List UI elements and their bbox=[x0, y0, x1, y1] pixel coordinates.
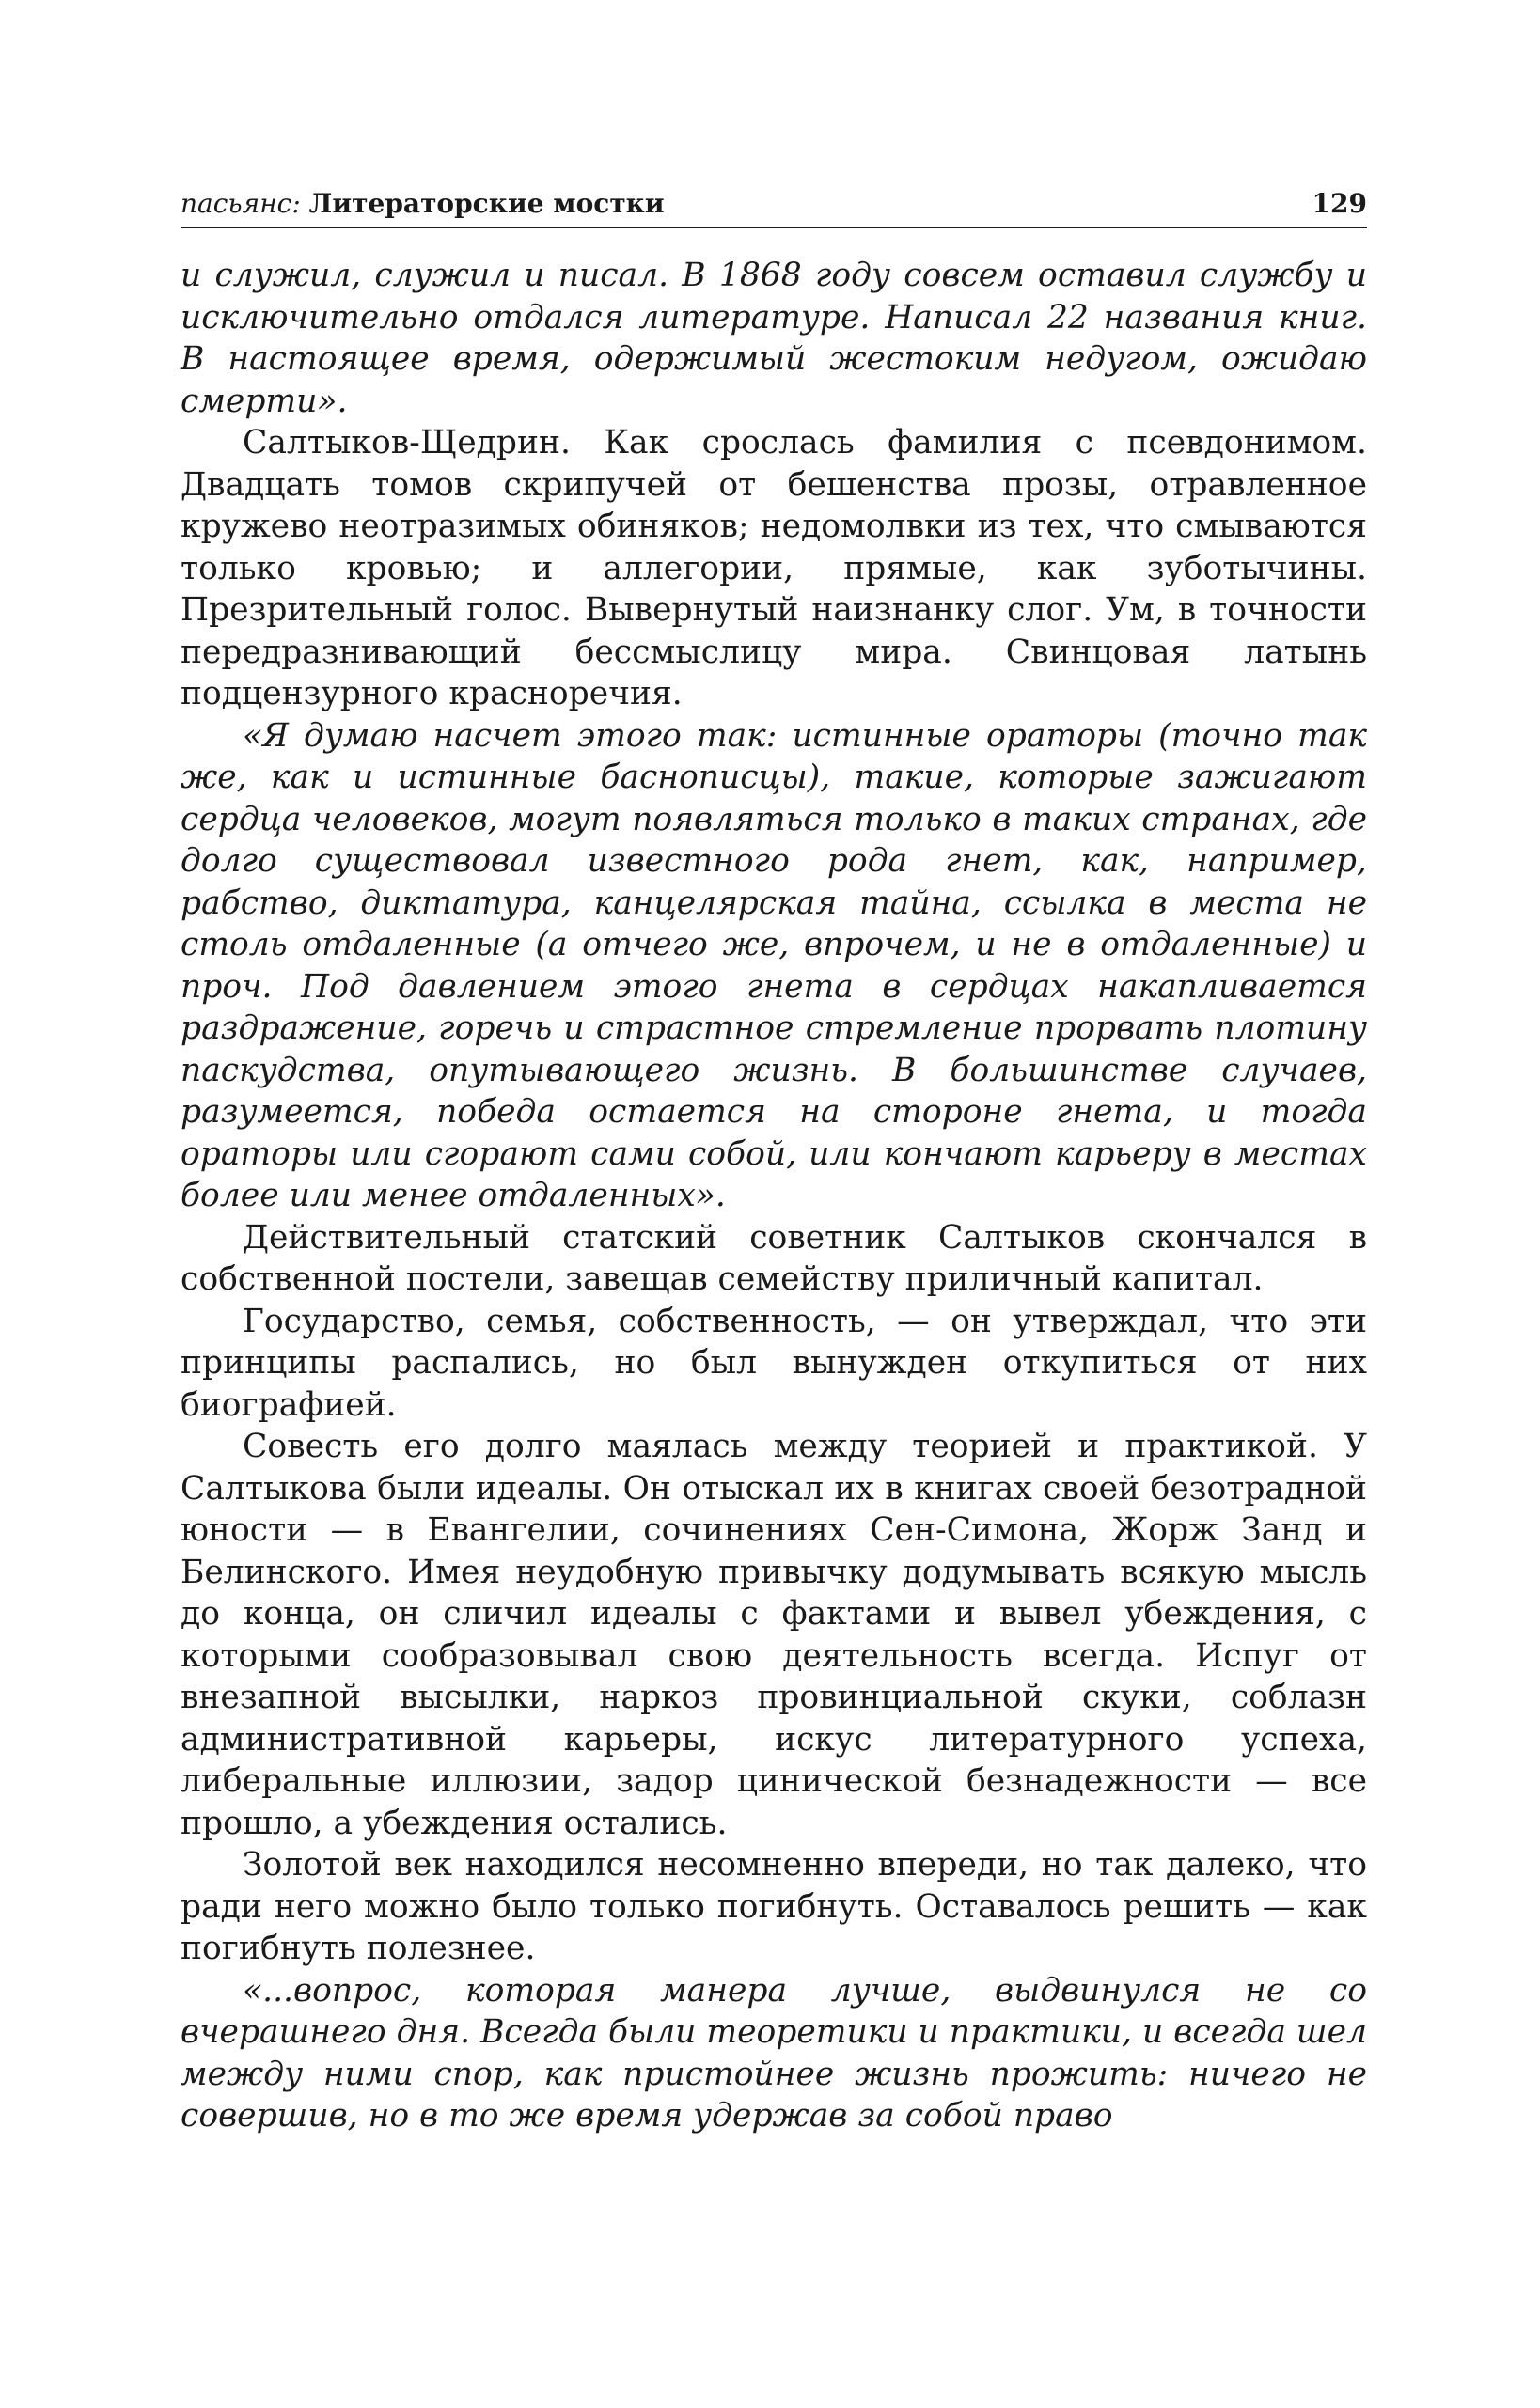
page-number: 129 bbox=[1312, 188, 1367, 219]
paragraph: Совесть его долго маялась между теорией и практикой. У Салтыкова были идеалы. Он отыскал их в книгах своей безотрадной юности — в Евангелии, сочинениях Сен-Симона, Жорж Занд и Белинского. Имея неудобную привычку додумывать всякую мысль до конца, он сличил идеалы с фактами и вывел убеждения, с которыми сообразовывал свою деятельность всегда. Испуг от внезапной высылки, наркоз провинциальной скуки, соблазн административной карьеры, искус литературного успеха, либеральные иллюзии, задор цинической безнадежности — все прошло, а убеждения остались. bbox=[181, 1428, 1367, 1842]
header-chapter-title: Литераторские мостки bbox=[308, 188, 665, 219]
paragraph: Государство, семья, собственность, — он утверждал, что эти принципы распались, но был вынужден откупиться от них биографией. bbox=[181, 1302, 1367, 1424]
running-header bbox=[181, 188, 1367, 228]
book-page bbox=[181, 188, 1367, 2137]
header-section-label: пасьянс: bbox=[181, 188, 301, 219]
paragraph: Золотой век находился несомненно впереди, но так далеко, что ради него можно было только погибнуть. Оставалось решить — как погибнуть полезнее. bbox=[181, 1846, 1367, 1967]
paragraph-quote: «...вопрос, которая манера лучше, выдвинулся не со вчерашнего дня. Всегда были теоретики и практики, и всегда шел между ними спор, как пристойнее жизнь прожить: ничего не совершив, но в то же время удержав за собой право bbox=[181, 1971, 1367, 2134]
paragraph: Действительный статский советник Салтыков скончался в собственной постели, завещав семейству приличный капитал. bbox=[181, 1218, 1367, 1298]
paragraph-quote-continuation: и служил, служил и писал. В 1868 году совсем оставил службу и исключительно отдался литературе. Написал 22 названия книг. В настоящее время, одержимый жестоким недугом, ожидаю смерти». bbox=[181, 257, 1367, 420]
paragraph-quote: «Я думаю насчет этого так: истинные ораторы (точно так же, как и истинные баснописцы), такие, которые зажигают сердца человеков, могут появляться только в таких странах, где долго существовал известного рода гнет, как, например, рабство, диктатура, канцелярская тайна, ссылка в места не столь отдаленные (а отчего же, впрочем, и не в отдаленные) и проч. Под давлением этого гнета в сердцах накапливается раздражение, горечь и страстное стремление прорвать плотину паскудства, опутывающего жизнь. В большинстве случаев, разумеется, победа остается на стороне гнета, и тогда ораторы или сгорают сами собой, или кончают карьеру в местах более или менее отдаленных». bbox=[181, 716, 1367, 1214]
paragraph: Салтыков-Щедрин. Как срослась фамилия с псевдонимом. Двадцать томов скрипучей от бешенства прозы, отравленное кружево неотразимых обиняков; недомолвки из тех, что смываются только кровью; и аллегории, прямые, как зуботычины. Презрительный голос. Вывернутый наизнанку слог. Ум, в точности передразнивающий бессмыслицу мира. Свинцовая латынь подцензурного красноречия. bbox=[181, 424, 1367, 712]
body-text bbox=[181, 255, 1367, 2137]
header-title bbox=[181, 188, 665, 219]
